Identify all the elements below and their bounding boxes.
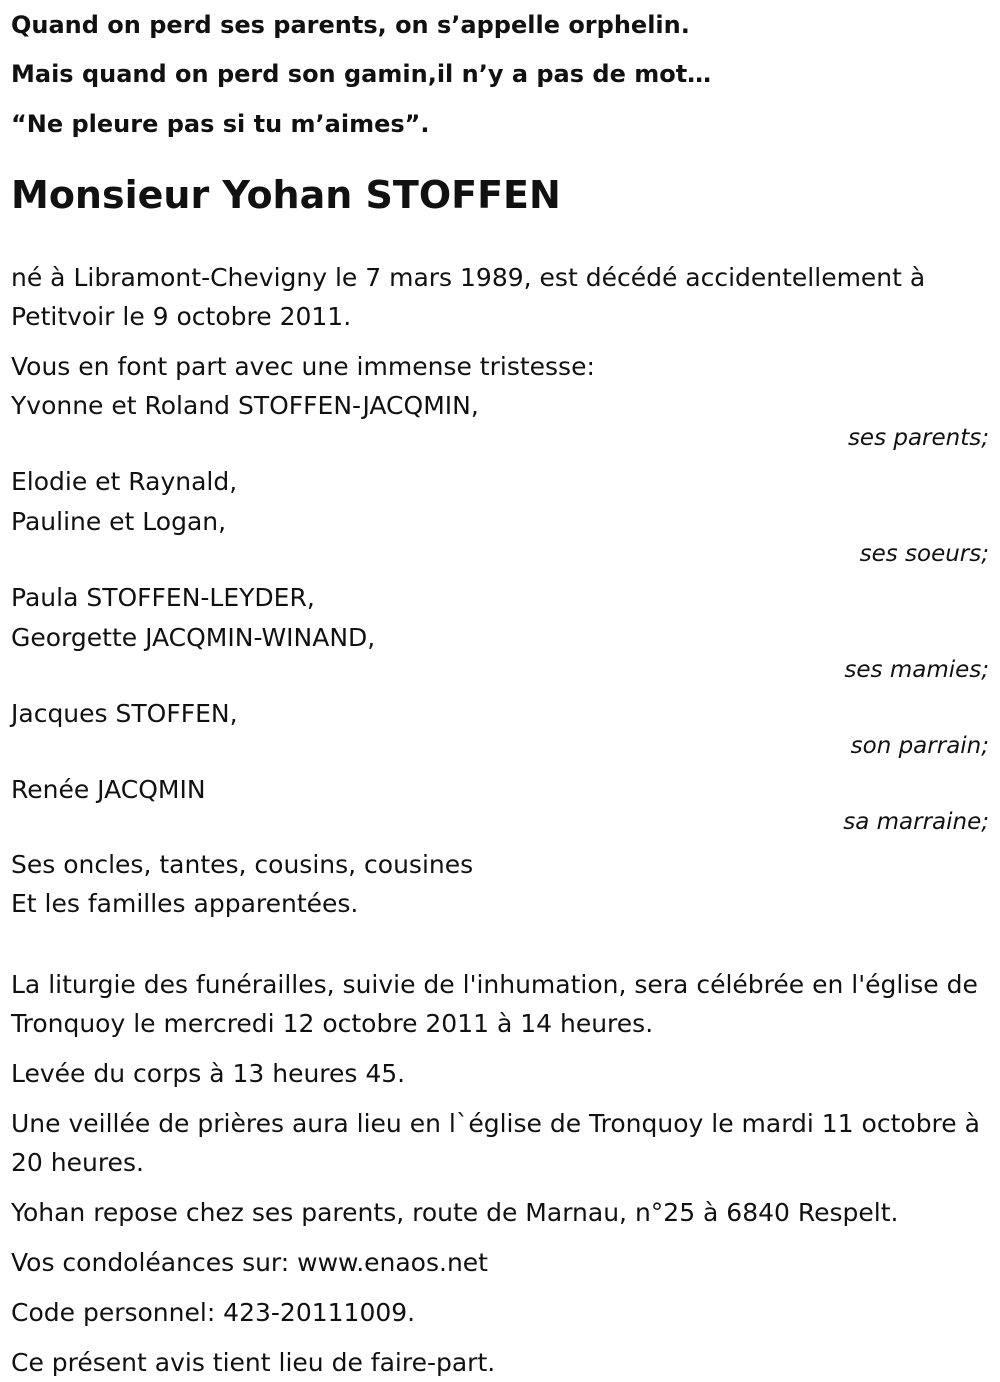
family-name: Georgette JACQMIN-WINAND, [11, 623, 376, 652]
family-relation: ses mamies; [844, 657, 989, 683]
family-group-godmother [11, 770, 991, 834]
family-relation: son parrain; [850, 733, 989, 759]
family-name: Elodie et Raynald, [11, 467, 238, 496]
family-relation: ses parents; [847, 425, 989, 451]
family-name: Renée JACQMIN [11, 775, 206, 804]
info-body-viewing: Levée du corps à 13 heures 45. [11, 1059, 406, 1088]
family-list [11, 386, 991, 834]
family-group-parents [11, 386, 991, 450]
deceased-name-title: Monsieur Yohan STOFFEN [11, 173, 561, 217]
announcement-line: Vous en font part avec une immense tristesse: [11, 352, 595, 381]
family-group-sisters [11, 462, 991, 566]
family-group-godfather [11, 694, 991, 758]
family-name: Paula STOFFEN-LEYDER, [11, 583, 315, 612]
quote-line-2: Mais quand on perd son gamin,il n’y a pas de mot… [11, 60, 712, 88]
extended-family-line: Ses oncles, tantes, cousins, cousines [11, 850, 474, 879]
quote-line-1: Quand on perd ses parents, on s’appelle orphelin. [11, 11, 690, 39]
info-personal-code: Code personnel: 423-20111009. [11, 1298, 416, 1327]
info-prayer-vigil: Une veillée de prières aura lieu en l`église de Tronquoy le mardi 11 octobre à 20 heures. [11, 1109, 980, 1177]
obituary-notice [11, 0, 991, 1382]
family-name: Jacques STOFFEN, [11, 699, 238, 728]
extended-family [11, 845, 991, 923]
family-relation: ses soeurs; [859, 541, 989, 567]
funeral-details: La liturgie des funérailles, suivie de l'inhumation, sera célébrée en l'église de Tronquoy le mercredi 12 octobre 2011 à 14 heures. [11, 970, 978, 1038]
family-relation: sa marraine; [843, 809, 989, 835]
family-group-grandmothers [11, 578, 991, 682]
info-condolences: Vos condoléances sur: www.enaos.net [11, 1248, 488, 1277]
info-notice-statement: Ce présent avis tient lieu de faire-part. [11, 1348, 496, 1377]
extended-family-line: Et les familles apparentées. [11, 889, 359, 918]
family-name: Yvonne et Roland STOFFEN-JACQMIN, [11, 391, 479, 420]
family-name: Pauline et Logan, [11, 507, 227, 536]
birth-death-statement: né à Libramont-Chevigny le 7 mars 1989, est décédé accidentellement à Petitvoir le 9 octobre 2011. [11, 263, 926, 331]
info-resting-place: Yohan repose chez ses parents, route de Marnau, n°25 à 6840 Respelt. [11, 1198, 899, 1227]
quote-line-3: “Ne pleure pas si tu m’aimes”. [11, 110, 430, 138]
